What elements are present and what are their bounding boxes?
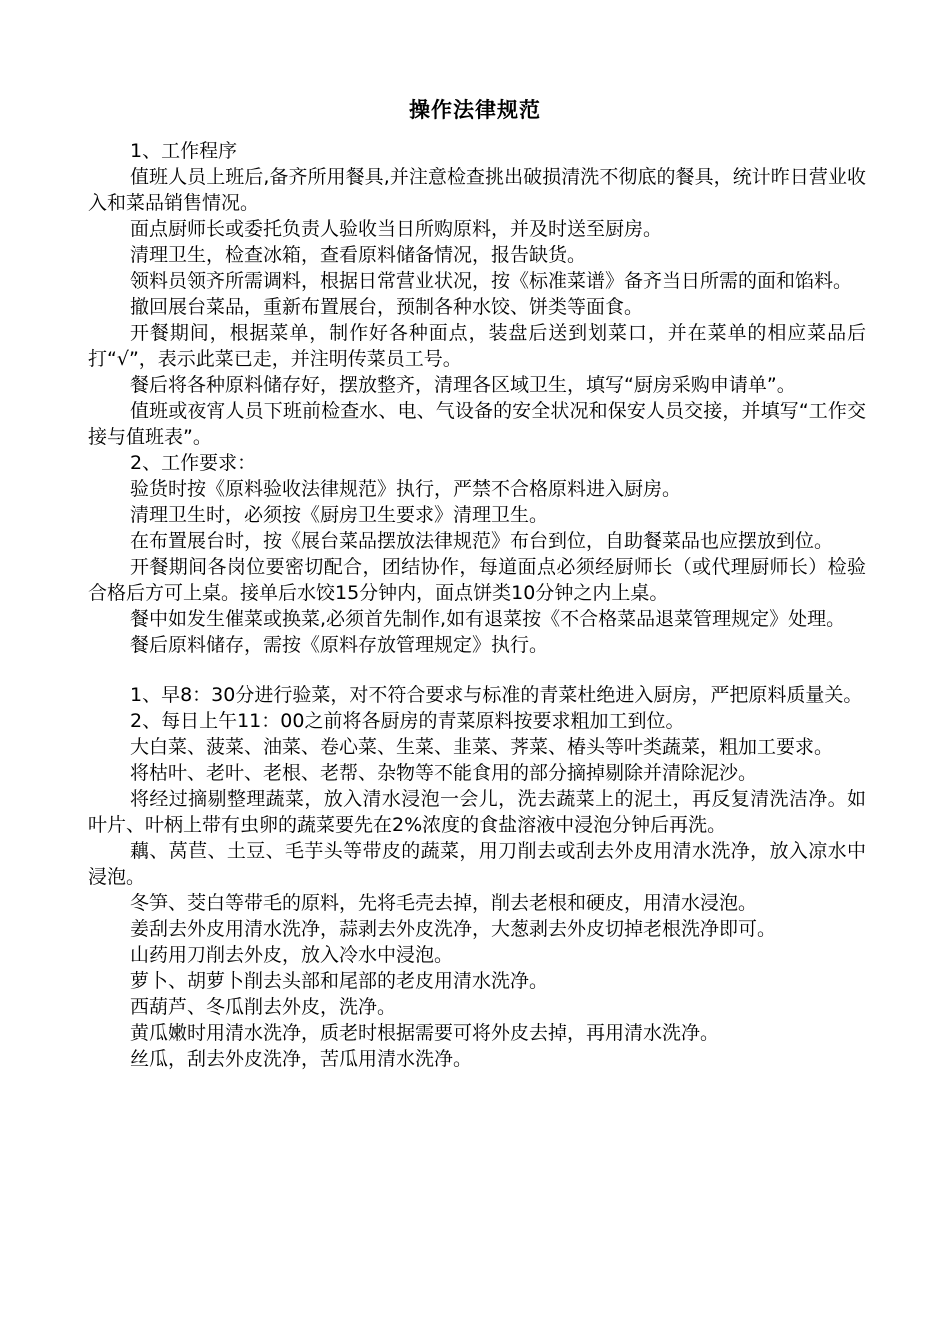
paragraph: 清理卫生，检查冰箱，查看原料储备情况，报告缺货。 — [130, 244, 587, 266]
paragraph: 藕、莴苣、土豆、毛芋头等带皮的蔬菜，用刀削去或刮去外皮用清水洗净，放入凉水中浸泡。 — [88, 840, 866, 888]
paragraph: 面点厨师长或委托负责人验收当日所购原料，并及时送至厨房。 — [130, 218, 663, 240]
paragraph: 将枯叶、老叶、老根、老帮、杂物等不能食用的部分摘掉剔除并清除泥沙。 — [130, 762, 758, 784]
document-title: 操作法律规范 — [409, 97, 541, 122]
paragraph: 值班人员上班后,备齐所用餐具,并注意检查挑出破损清洗不彻底的餐具，统计昨日营业收入和菜品销售情况。 — [88, 166, 866, 214]
paragraph: 开餐期间，根据菜单，制作好各种面点，装盘后送到划菜口，并在菜单的相应菜品后打“√”，表示此菜已走，并注明传菜员工号。 — [88, 322, 866, 370]
paragraph: 餐后原料储存，需按《原料存放管理规定》执行。 — [130, 634, 549, 656]
paragraph: 验货时按《原料验收法律规范》执行，严禁不合格原料进入厨房。 — [130, 478, 682, 500]
paragraph: 2、工作要求： — [130, 452, 257, 474]
paragraph: 山药用刀削去外皮，放入冷水中浸泡。 — [130, 944, 454, 966]
paragraph: 领料员领齐所需调料，根据日常营业状况，按《标准菜谱》备齐当日所需的面和馅料。 — [130, 270, 853, 292]
paragraph: 黄瓜嫩时用清水洗净，质老时根据需要可将外皮去掉，再用清水洗净。 — [130, 1022, 720, 1044]
paragraph: 值班或夜宵人员下班前检查水、电、气设备的安全状况和保安人员交接，并填写“工作交接与值班表”。 — [88, 400, 866, 448]
paragraph: 姜刮去外皮用清水洗净，蒜剥去外皮洗净，大葱剥去外皮切掉老根洗净即可。 — [130, 918, 777, 940]
paragraph: 萝卜、胡萝卜削去头部和尾部的老皮用清水洗净。 — [130, 970, 549, 992]
paragraph: 2、每日上午11：00之前将各厨房的青菜原料按要求粗加工到位。 — [130, 710, 685, 732]
document-body — [88, 138, 866, 1072]
paragraph: 开餐期间各岗位要密切配合，团结协作，每道面点必须经厨师长（或代理厨师长）检验合格后方可上桌。接单后水饺15分钟内，面点饼类10分钟之内上桌。 — [88, 556, 866, 604]
paragraph: 1、早8：30分进行验菜，对不符合要求与标准的青菜杜绝进入厨房，严把原料质量关。 — [130, 684, 863, 706]
paragraph: 冬笋、茭白等带毛的原料，先将毛壳去掉，削去老根和硬皮，用清水浸泡。 — [130, 892, 758, 914]
paragraph: 西葫芦、冬瓜削去外皮，洗净。 — [130, 996, 397, 1018]
paragraph: 丝瓜，刮去外皮洗净，苦瓜用清水洗净。 — [130, 1048, 473, 1070]
paragraph: 撤回展台菜品，重新布置展台，预制各种水饺、饼类等面食。 — [130, 296, 644, 318]
paragraph: 餐中如发生催菜或换菜,必须首先制作,如有退菜按《不合格菜品退菜管理规定》处理。 — [130, 608, 846, 630]
paragraph: 大白菜、菠菜、油菜、卷心菜、生菜、韭菜、荠菜、椿头等叶类蔬菜，粗加工要求。 — [130, 736, 834, 758]
paragraph: 在布置展台时，按《展台菜品摆放法律规范》布台到位，自助餐菜品也应摆放到位。 — [130, 530, 834, 552]
paragraph: 清理卫生时，必须按《厨房卫生要求》清理卫生。 — [130, 504, 549, 526]
section-gap — [88, 658, 866, 682]
paragraph: 1、工作程序 — [130, 140, 238, 162]
paragraph: 餐后将各种原料储存好，摆放整齐，清理各区域卫生，填写“厨房采购申请单”。 — [130, 374, 796, 396]
paragraph: 将经过摘剔整理蔬菜，放入清水浸泡一会儿，洗去蔬菜上的泥土，再反复清洗洁净。如叶片、叶柄上带有虫卵的蔬菜要先在2%浓度的食盐溶液中浸泡分钟后再洗。 — [88, 788, 866, 836]
